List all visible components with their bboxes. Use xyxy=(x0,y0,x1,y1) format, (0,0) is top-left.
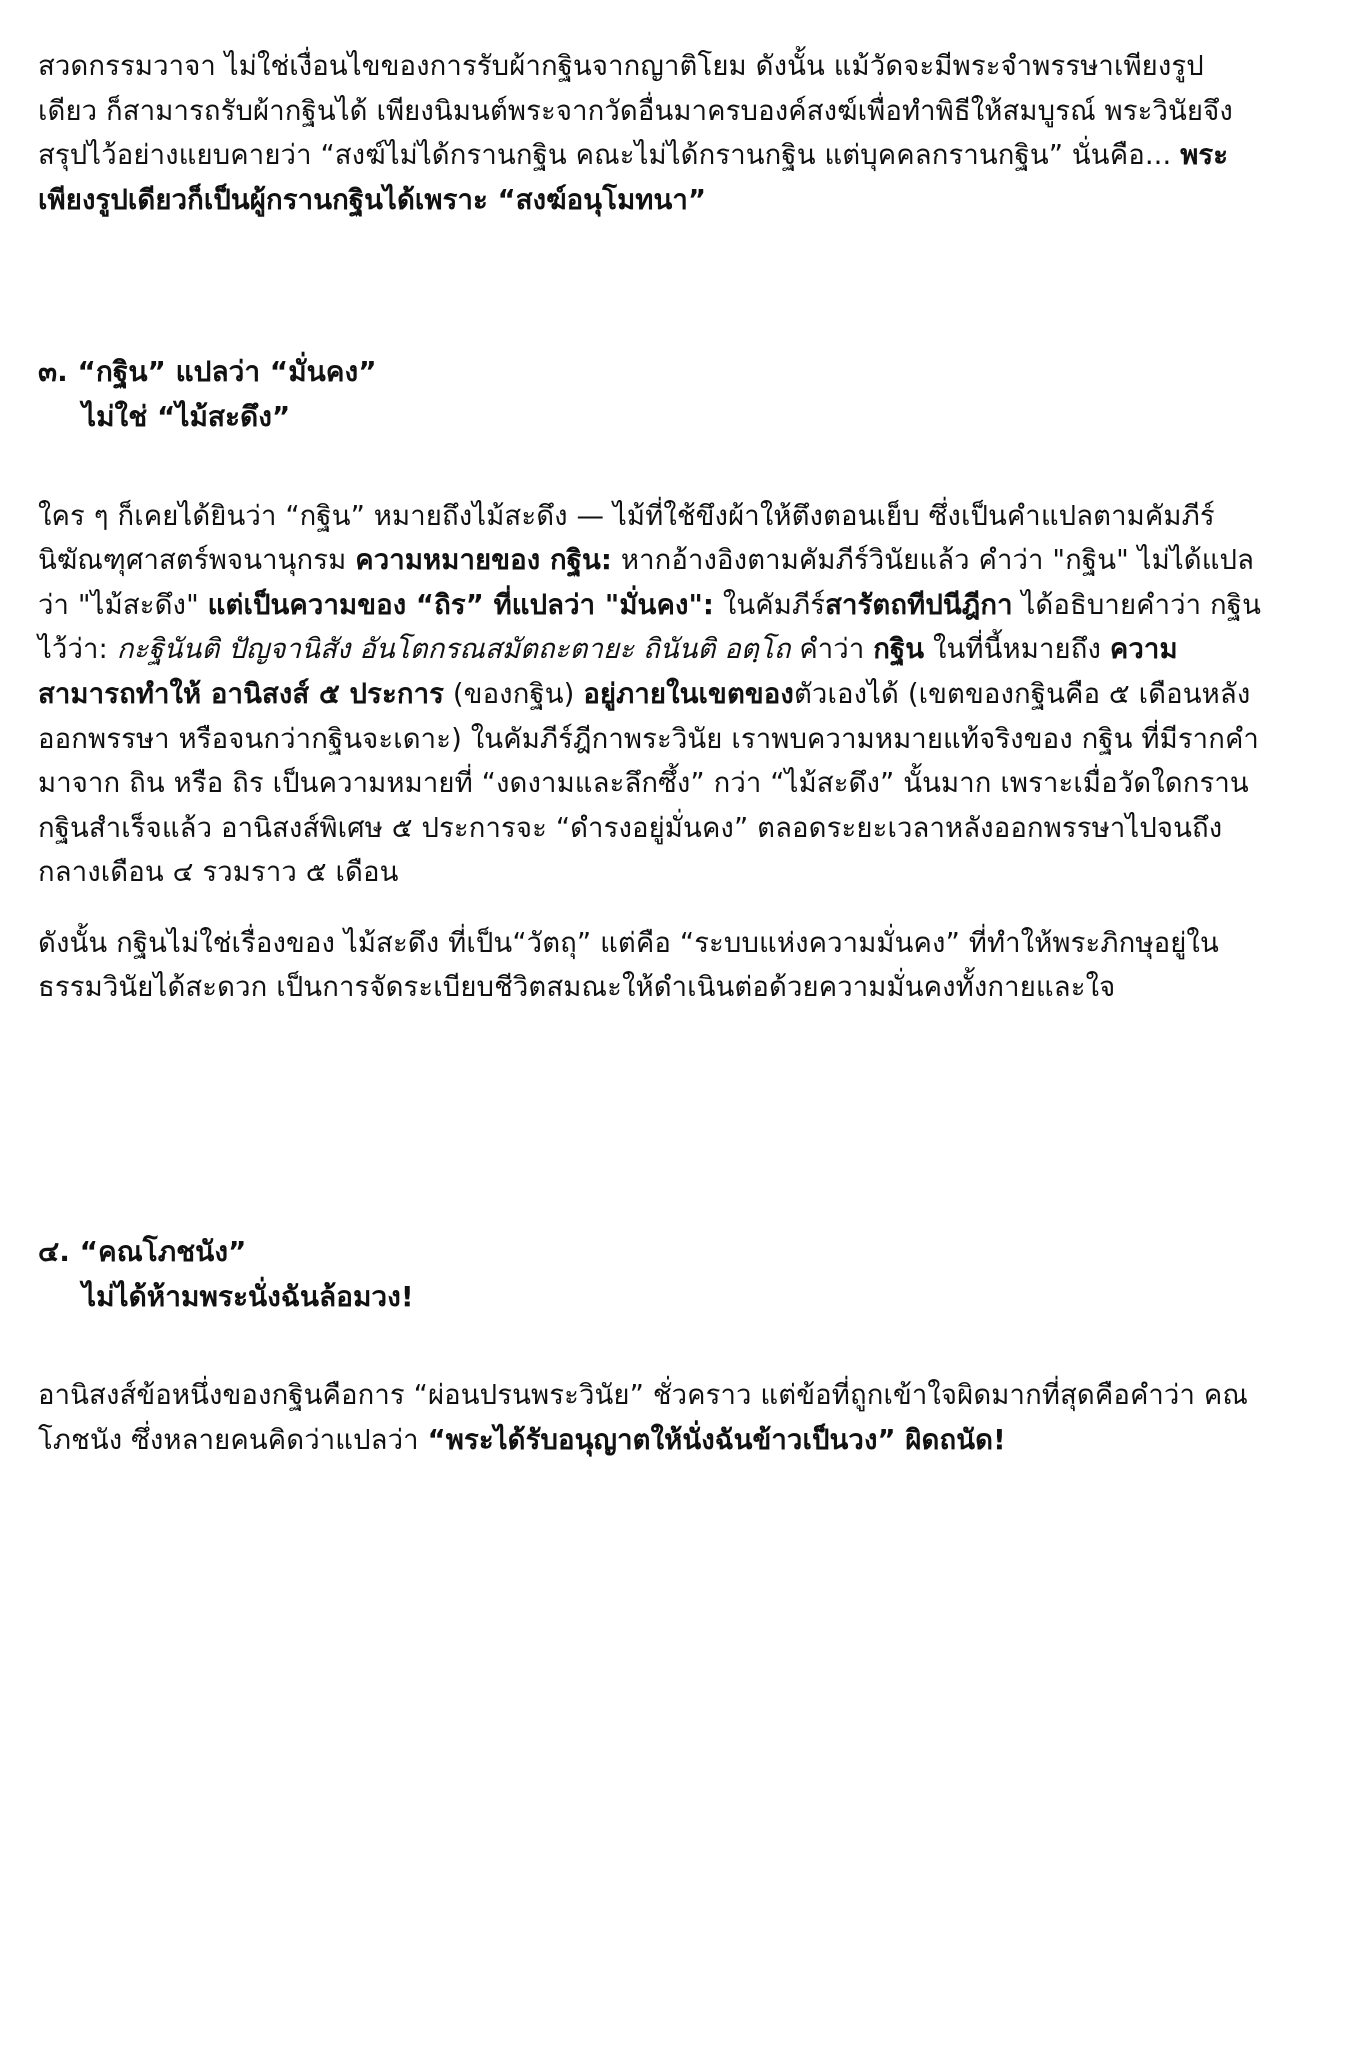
heading-section-3-sub: ไม่ใช่ “ไม้สะดึง” xyxy=(82,399,291,433)
text-run: อานิสงส์ข้อหนึ่งของกฐินคือการ “ผ่อนปรนพระวินัย” ชั่วคราว แต่ข้อที่ถูกเข้าใจผิดมากที่สุดคือคำว่า คณโภชนัง ซึ่งหลายคนคิดว่าแปลว่า xyxy=(38,1379,1248,1456)
paragraph-section-3-a xyxy=(38,494,1261,895)
paragraph-intro xyxy=(38,44,1261,222)
text-run-bold: สารัตถทีปนีฎีกา xyxy=(825,588,1013,621)
text-run-bold: แต่เป็นความของ “ถิร” ที่แปลว่า "มั่นคง": xyxy=(207,588,714,621)
paragraph-section-4-a xyxy=(38,1373,1261,1462)
text-run: (ของกฐิน) xyxy=(444,677,584,710)
text-run-bold: กฐิน xyxy=(873,633,925,666)
heading-spacer xyxy=(38,1319,1261,1373)
text-run-bold: อยู่ภายในเขตของ xyxy=(583,677,794,710)
text-run: ในที่นี้หมายถึง xyxy=(924,633,1110,666)
text-run: ตัวเองได้ (เขตของกฐินคือ ๕ เดือนหลังออกพรรษา หรือจนกว่ากฐินจะเดาะ) ในคัมภีร์ฎีกาพระวินัย เราพบความหมายแท้จริงของ กฐิน ที่มีรากคำมาจาก ถิน หรือ ถิร เป็นความหมายที่ “งดงามและลึกซึ้ง” กว่า “ไม้สะดึง” นั้นมาก เพราะเมื่อวัดใดกรานกฐินสำเร็จแล้ว อานิสงส์พิเศษ ๕ ประการจะ “ดำรงอยู่มั่นคง” ตลอดระยะเวลาหลังออกพรรษาไปจนถึงกลางเดือน ๔ รวมราว ๕ เดือน xyxy=(38,677,1259,889)
section-spacer xyxy=(38,1010,1261,1138)
text-run: หากอ้างอิงตามคัมภีร์วินัยแล้ว คำว่า "กฐิน" ไม่ได้แปลว่า "ไม้สะดึง" xyxy=(38,544,1255,621)
text-run-italic: กะฐินันติ ปัญจานิสัง อันโตกรณสมัตถะตายะ ถินันติ อตฺโถ xyxy=(116,633,791,666)
section-spacer xyxy=(38,222,1261,350)
text-run: คำว่า xyxy=(790,633,874,666)
section-spacer xyxy=(38,1138,1261,1230)
text-run-bold: พระเพียงรูปเดียวก็เป็นผู้กรานกฐินได้เพราะ “สงฆ์อนุโมทนา” xyxy=(38,139,1229,216)
text-run: สวดกรรมวาจา ไม่ใช่เงื่อนไขของการรับผ้ากฐินจากญาติโยม ดังนั้น แม้วัดจะมีพระจำพรรษาเพียงรูปเดียว ก็สามารถรับผ้ากฐินได้ เพียงนิมนต์พระจากวัดอื่นมาครบองค์สงฆ์เพื่อทำพิธีให้สมบูรณ์ พระวินัยจึงสรุปไว้อย่างแยบคายว่า “สงฆ์ไม่ได้กรานกฐิน คณะไม่ได้กรานกฐิน แต่บุคคลกรานกฐิน” นั่นคือ... xyxy=(38,50,1233,172)
text-run-bold: ความหมายของ กฐิน: xyxy=(355,544,612,577)
heading-spacer xyxy=(38,440,1261,494)
text-run-bold: ความสามารถทำให้ อานิสงส์ ๕ ประการ xyxy=(38,633,1178,710)
heading-section-3: ๓. “กฐิน” แปลว่า “มั่นคง” xyxy=(38,355,377,389)
text-run: ใคร ๆ ก็เคยได้ยินว่า “กฐิน” หมายถึงไม้สะดึง — ไม้ที่ใช้ขึงผ้าให้ตึงตอนเย็บ ซึ่งเป็นคำแปลตามคัมภีร์นิฆัณฑุศาสตร์พจนานุกรม xyxy=(38,499,1215,577)
heading-section-4-sub: ไม่ได้ห้ามพระนั่งฉันล้อมวง! xyxy=(82,1279,414,1313)
text-run: ในคัมภีร์ xyxy=(714,588,826,621)
text-run: ดังนั้น กฐินไม่ใช่เรื่องของ ไม้สะดึง ที่เป็น“วัตถุ” แต่คือ “ระบบแห่งความมั่นคง” ที่ทำให้พระภิกษุอยู่ในธรรมวินัยได้สะดวก เป็นการจัดระเบียบชีวิตสมณะให้ดำเนินต่อด้วยความมั่นคงทั้งกายและใจ xyxy=(38,926,1219,1004)
text-run-bold: “พระได้รับอนุญาตให้นั่งฉันข้าวเป็นวง” ผิดถนัด! xyxy=(427,1423,1006,1456)
text-run: ได้อธิบายคำว่า กฐิน ไว้ว่า: xyxy=(38,588,1261,666)
heading-section-4: ๔. “คณโภชนัง” xyxy=(38,1234,247,1268)
paragraph-section-3-b xyxy=(38,921,1261,1010)
